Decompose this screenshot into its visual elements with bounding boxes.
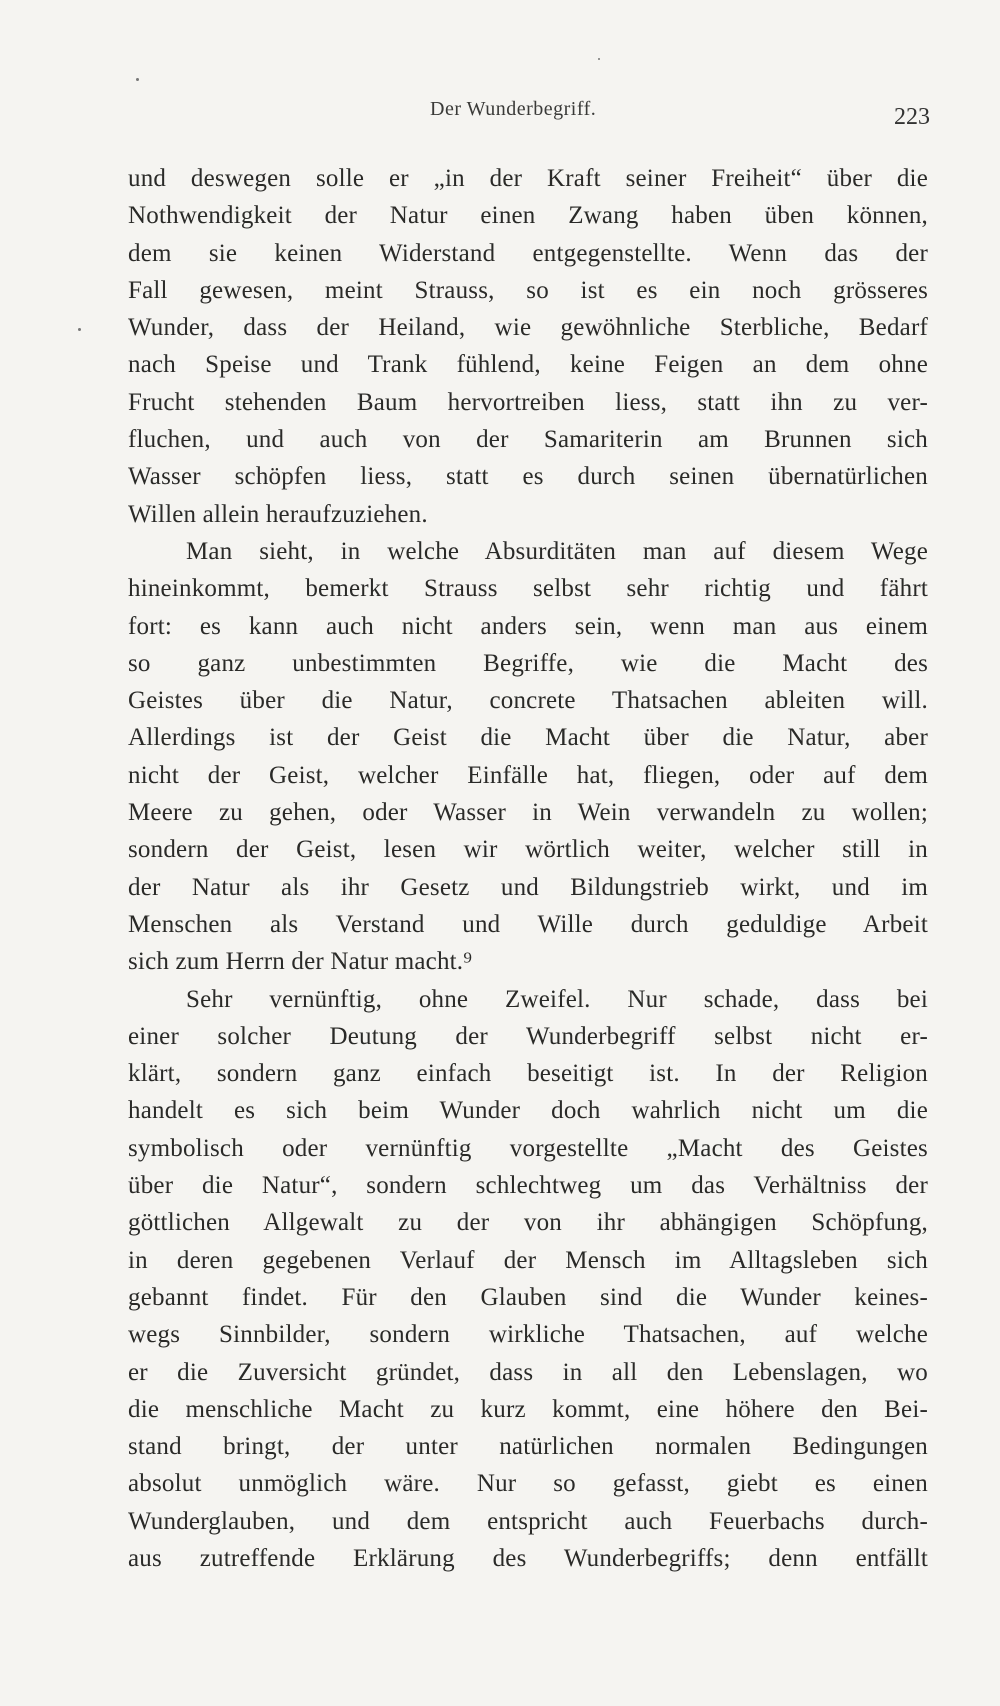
body-text <box>128 160 928 1577</box>
text-line: sich zum Herrn der Natur macht.⁹ <box>128 948 473 976</box>
text-line: Willen allein heraufzuziehen. <box>128 500 428 528</box>
text-line: stand bringt, der unter natürlichen normalen Bedingungen <box>128 1433 928 1461</box>
text-line: wegs Sinnbilder, sondern wirkliche Thatsachen, auf welche <box>128 1321 928 1349</box>
text-line: Nothwendigkeit der Natur einen Zwang haben üben können, <box>128 202 928 230</box>
text-line: göttlichen Allgewalt zu der von ihr abhängigen Schöpfung, <box>128 1209 928 1237</box>
text-line: Wasser schöpfen liess, statt es durch seinen übernatürlichen <box>128 463 928 491</box>
text-line: Wunderglauben, und dem entspricht auch Feuerbachs durch- <box>128 1507 928 1535</box>
text-line: er die Zuversicht gründet, dass in all den Lebenslagen, wo <box>128 1358 928 1386</box>
scan-speck <box>598 58 600 60</box>
text-line: fort: es kann auch nicht anders sein, wenn man aus einem <box>128 612 928 640</box>
text-line: hineinkommt, bemerkt Strauss selbst sehr richtig und fährt <box>128 575 928 603</box>
text-line: nicht der Geist, welcher Einfälle hat, fliegen, oder auf dem <box>128 761 928 789</box>
text-line: in deren gegebenen Verlauf der Mensch im Alltagsleben sich <box>128 1246 928 1274</box>
page-header <box>130 98 930 138</box>
text-line: klärt, sondern ganz einfach beseitigt ist. In der Religion <box>128 1060 928 1088</box>
text-line: dem sie keinen Widerstand entgegenstellte. Wenn das der <box>128 239 928 267</box>
text-line: Wunder, dass der Heiland, wie gewöhnliche Sterbliche, Bedarf <box>128 314 928 342</box>
running-title: Der Wunderbegriff. <box>430 98 597 120</box>
text-line: gebannt findet. Für den Glauben sind die Wunder keines- <box>128 1283 928 1311</box>
text-line: Menschen als Verstand und Wille durch geduldige Arbeit <box>128 910 928 938</box>
text-line: und deswegen solle er „in der Kraft seiner Freiheit“ über die <box>128 165 928 192</box>
text-line: Man sieht, in welche Absurditäten man auf diesem Wege <box>186 537 928 565</box>
text-line: fluchen, und auch von der Samariterin am Brunnen sich <box>128 426 928 454</box>
text-line: die menschliche Macht zu kurz kommt, eine höhere den Bei- <box>128 1395 928 1423</box>
page-number: 223 <box>894 104 930 130</box>
text-line: Sehr vernünftig, ohne Zweifel. Nur schade, dass bei <box>186 985 928 1013</box>
text-line: handelt es sich beim Wunder doch wahrlich nicht um die <box>128 1097 928 1125</box>
text-line: Allerdings ist der Geist die Macht über die Natur, aber <box>128 724 928 752</box>
text-line: nach Speise und Trank fühlend, keine Feigen an dem ohne <box>128 351 928 379</box>
text-line: absolut unmöglich wäre. Nur so gefasst, giebt es einen <box>128 1470 928 1498</box>
text-line: Fall gewesen, meint Strauss, so ist es ein noch grösseres <box>128 276 928 304</box>
text-line: einer solcher Deutung der Wunderbegriff selbst nicht er- <box>128 1022 928 1050</box>
text-line: so ganz unbestimmten Begriffe, wie die Macht des <box>128 649 928 677</box>
text-line: Geistes über die Natur, concrete Thatsachen ableiten will. <box>128 687 928 715</box>
paragraph <box>128 160 928 533</box>
text-line: der Natur als ihr Gesetz und Bildungstrieb wirkt, und im <box>128 873 928 901</box>
paragraph <box>128 981 928 1578</box>
scan-speck <box>136 78 139 81</box>
text-line: Meere zu gehen, oder Wasser in Wein verwandeln zu wollen; <box>128 799 928 827</box>
text-line: über die Natur“, sondern schlechtweg um das Verhältniss der <box>128 1172 928 1200</box>
text-line: sondern der Geist, lesen wir wörtlich weiter, welcher still in <box>128 836 928 864</box>
text-line: symbolisch oder vernünftig vorgestellte „Macht des Geistes <box>128 1134 928 1162</box>
paragraph <box>128 533 928 981</box>
scan-speck <box>78 328 81 331</box>
text-line: Frucht stehenden Baum hervortreiben liess, statt ihn zu ver- <box>128 388 928 416</box>
text-line: aus zutreffende Erklärung des Wunderbegriffs; denn entfällt <box>128 1544 928 1572</box>
